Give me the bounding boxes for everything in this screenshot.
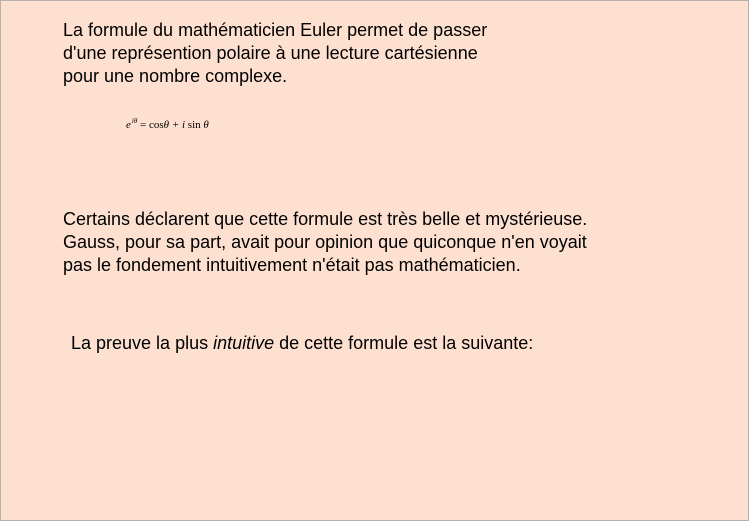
formula-cos: = cos [140,119,164,131]
formula-base: e [126,119,131,131]
quote-line: pas le fondement intuitivement n'était pas mathématicien. [63,255,521,275]
quote-line: Gauss, pour sa part, avait pour opinion que quiconque n'en voyait [63,232,587,252]
quote-line: Certains déclarent que cette formule est très belle et mystérieuse. [63,209,588,229]
formula-exponent: iθ [131,117,138,125]
formula-theta: θ [163,119,170,131]
proof-text-start: La preuve la plus [71,333,214,353]
intro-paragraph [63,19,487,88]
formula-plus-i: + i [171,119,186,131]
euler-formula [126,118,209,133]
proof-intro-sentence [71,332,533,355]
intro-line: d'une représention polaire à une lecture cartésienne [63,43,478,63]
proof-text-end: de cette formule est la suivante: [274,333,534,353]
proof-emphasis: intuitive [213,333,275,353]
gauss-quote-paragraph [63,208,587,277]
formula-theta: θ [203,119,209,131]
formula-sin: sin [185,119,201,131]
intro-line: pour une nombre complexe. [63,66,288,86]
intro-line: La formule du mathématicien Euler permet de passer [63,20,488,40]
